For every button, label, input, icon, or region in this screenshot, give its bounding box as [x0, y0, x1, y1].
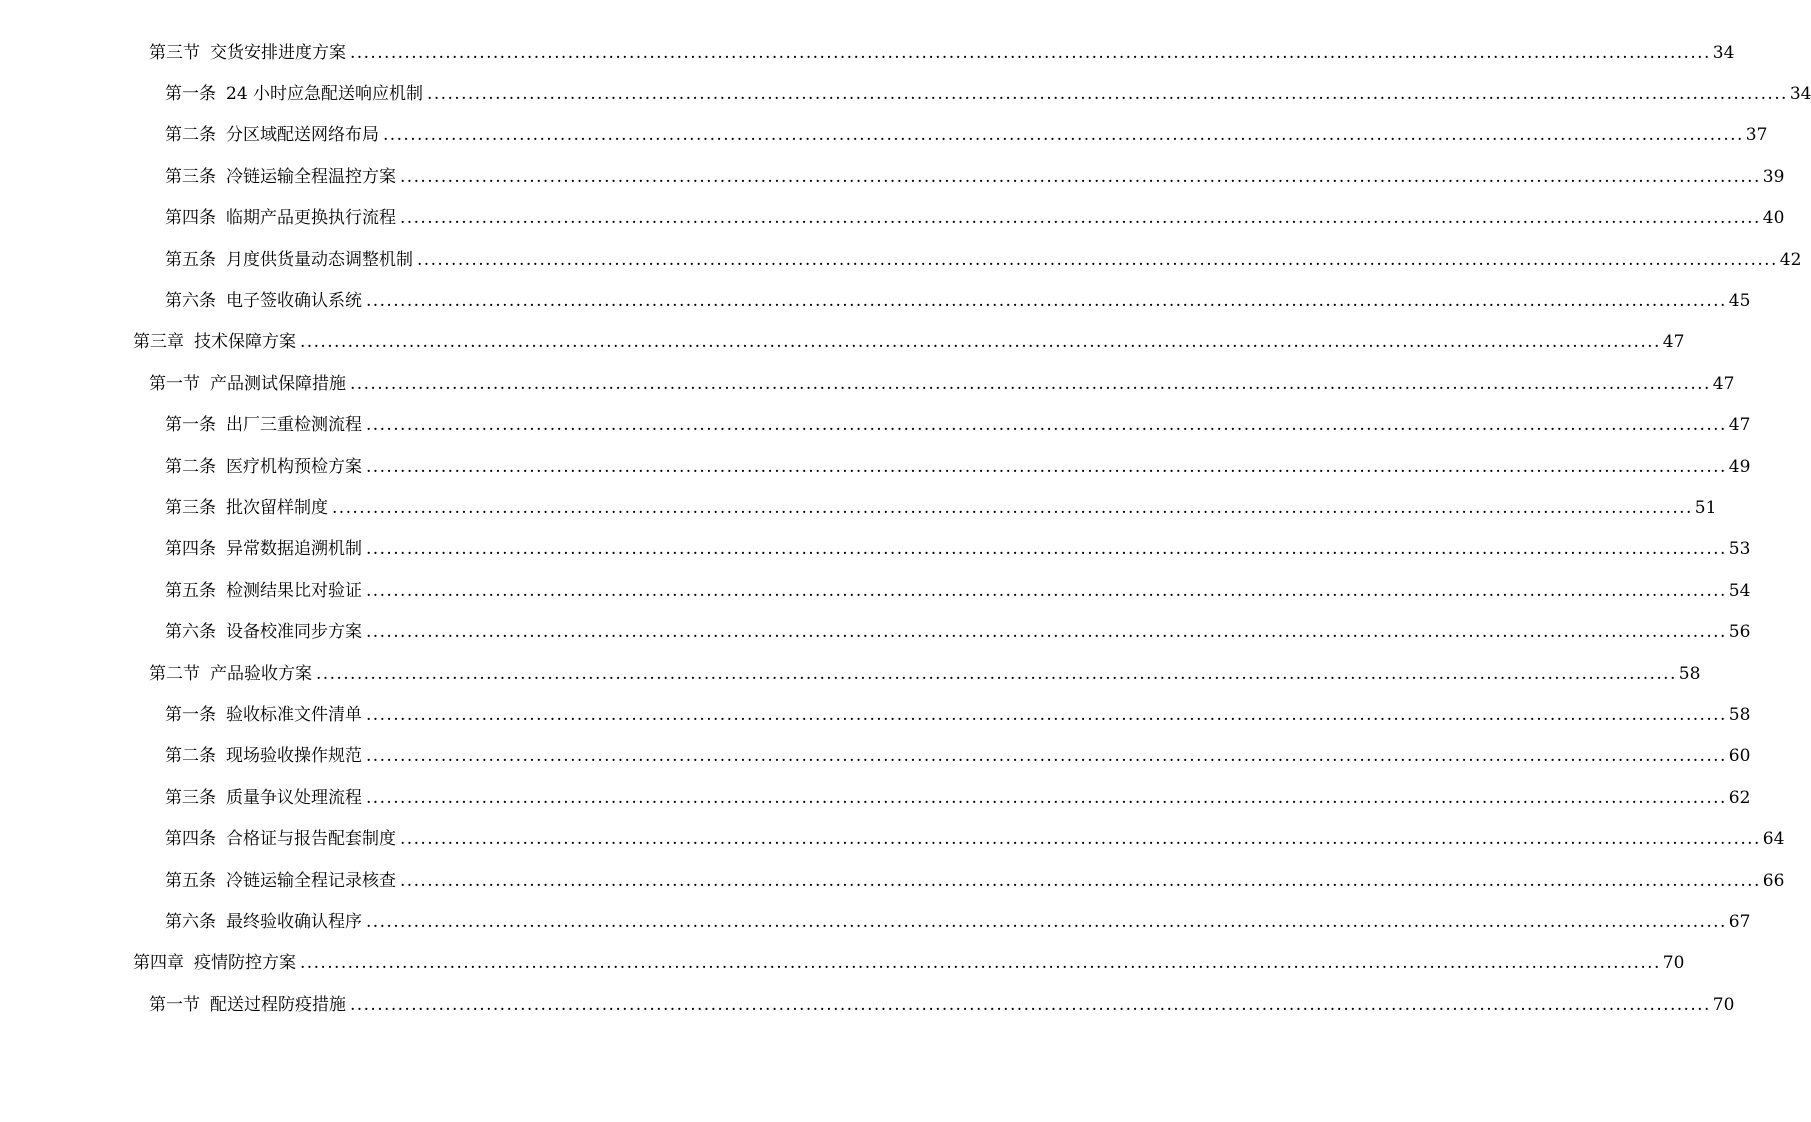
toc-entry-page-number: 70 [1712, 994, 1735, 1015]
toc-entry-heading [165, 911, 362, 933]
toc-entry-heading [165, 124, 379, 146]
toc-entry-heading [149, 994, 346, 1016]
toc-entry-heading [165, 207, 396, 229]
toc-entry[interactable] [0, 363, 1735, 404]
toc-entry-title: 设备校准同步方案 [226, 622, 362, 643]
toc-entry-title: 现场验收操作规范 [226, 746, 362, 767]
toc-entry[interactable] [0, 570, 1751, 611]
toc-entry-number: 第五条 [165, 249, 216, 270]
toc-entry-page-number: 49 [1728, 456, 1751, 477]
toc-entry-heading [149, 42, 346, 64]
toc-dot-leader: ........................................................................................................................................................................................................ [400, 870, 1761, 891]
toc-entry-page-number: 66 [1762, 870, 1785, 891]
toc-entry-number: 第六条 [165, 622, 216, 643]
toc-entry-page-number: 70 [1662, 953, 1685, 974]
toc-entry-heading [165, 580, 362, 602]
toc-dot-leader: ........................................................................................................................................................................................................ [417, 249, 1778, 270]
toc-entry-title: 冷链运输全程温控方案 [226, 166, 396, 187]
toc-dot-leader: ........................................................................................................................................................................................................ [383, 125, 1744, 146]
toc-entry-number: 第一节 [149, 994, 200, 1015]
toc-entry-title: 疫情防控方案 [194, 953, 296, 974]
toc-entry-title: 出厂三重检测流程 [226, 415, 362, 436]
toc-entry[interactable] [0, 405, 1751, 446]
toc-entry-number: 第三条 [165, 166, 216, 187]
toc-entry-number: 第三节 [149, 42, 200, 63]
toc-entry-heading [165, 166, 396, 188]
toc-entry-title: 月度供货量动态调整机制 [226, 249, 413, 270]
toc-dot-leader: ........................................................................................................................................................................................................ [366, 456, 1727, 477]
toc-dot-leader: ........................................................................................................................................................................................................ [350, 994, 1711, 1015]
toc-entry-page-number: 47 [1662, 332, 1685, 353]
toc-entry-number: 第三条 [165, 497, 216, 518]
toc-entry-number: 第三章 [133, 332, 184, 353]
toc-entry-number: 第二节 [149, 663, 200, 684]
toc-entry[interactable] [0, 943, 1685, 984]
toc-entry-number: 第一条 [165, 704, 216, 725]
toc-entry-page-number: 51 [1694, 497, 1717, 518]
toc-dot-leader: ........................................................................................................................................................................................................ [366, 580, 1727, 601]
toc-entry-title: 医疗机构预检方案 [226, 456, 362, 477]
toc-entry-number: 第五条 [165, 870, 216, 891]
toc-entry-page-number: 47 [1712, 373, 1735, 394]
toc-dot-leader: ........................................................................................................................................................................................................ [316, 663, 1677, 684]
toc-entry-number: 第四条 [165, 539, 216, 560]
toc-entry-number: 第二条 [165, 746, 216, 767]
toc-entry[interactable] [0, 901, 1751, 942]
toc-entry-title: 配送过程防疫措施 [210, 994, 346, 1015]
toc-dot-leader: ........................................................................................................................................................................................................ [366, 704, 1727, 725]
toc-entry-title: 电子签收确认系统 [226, 291, 362, 312]
toc-entry[interactable] [0, 694, 1751, 735]
toc-entry-page-number: 56 [1728, 622, 1751, 643]
toc-entry[interactable] [0, 446, 1751, 487]
toc-entry[interactable] [0, 32, 1735, 73]
toc-entry-heading [165, 621, 362, 643]
toc-dot-leader: ........................................................................................................................................................................................................ [300, 953, 1661, 974]
toc-dot-leader: ........................................................................................................................................................................................................ [366, 787, 1727, 808]
toc-entry[interactable] [0, 280, 1751, 321]
toc-entry[interactable] [0, 653, 1701, 694]
toc-dot-leader: ........................................................................................................................................................................................................ [366, 415, 1727, 436]
toc-entry-number: 第三条 [165, 787, 216, 808]
toc-entry-title: 分区域配送网络布局 [226, 125, 379, 146]
toc-entry-number: 第二条 [165, 456, 216, 477]
toc-entry-title: 24 小时应急配送响应机制 [226, 84, 424, 105]
toc-entry-heading [165, 870, 396, 892]
toc-entry-number: 第一节 [149, 373, 200, 394]
toc-entry-heading [149, 663, 312, 685]
toc-entry-title: 技术保障方案 [194, 332, 296, 353]
toc-entry-heading [165, 456, 362, 478]
toc-entry-heading [165, 83, 423, 105]
toc-entry-heading [133, 331, 296, 353]
toc-entry[interactable] [0, 239, 1802, 280]
toc-entry-title: 检测结果比对验证 [226, 580, 362, 601]
toc-entry-page-number: 58 [1678, 663, 1701, 684]
toc-entry-page-number: 47 [1728, 415, 1751, 436]
toc-entry-title: 临期产品更换执行流程 [226, 208, 396, 229]
toc-entry-heading [165, 538, 362, 560]
toc-entry-number: 第六条 [165, 911, 216, 932]
toc-entry-title: 合格证与报告配套制度 [226, 829, 396, 850]
toc-entry-title: 产品测试保障措施 [210, 373, 346, 394]
toc-entry[interactable] [0, 860, 1785, 901]
toc-entry[interactable] [0, 115, 1768, 156]
toc-entry-page-number: 62 [1728, 787, 1751, 808]
toc-entry[interactable] [0, 736, 1751, 777]
toc-entry[interactable] [0, 611, 1751, 652]
toc-entry-number: 第一条 [165, 84, 216, 105]
toc-entry[interactable] [0, 529, 1751, 570]
toc-entry-title: 质量争议处理流程 [226, 787, 362, 808]
toc-dot-leader: ........................................................................................................................................................................................................ [427, 84, 1788, 105]
toc-entry-number: 第一条 [165, 415, 216, 436]
toc-dot-leader: ........................................................................................................................................................................................................ [366, 291, 1727, 312]
toc-entry-number: 第四条 [165, 829, 216, 850]
toc-dot-leader: ........................................................................................................................................................................................................ [332, 497, 1693, 518]
toc-dot-leader: ........................................................................................................................................................................................................ [300, 332, 1661, 353]
toc-dot-leader: ........................................................................................................................................................................................................ [366, 539, 1727, 560]
toc-dot-leader: ........................................................................................................................................................................................................ [366, 622, 1727, 643]
toc-entry-title: 异常数据追溯机制 [226, 539, 362, 560]
toc-entry-page-number: 60 [1728, 746, 1751, 767]
toc-entry[interactable] [0, 322, 1685, 363]
toc-entry-heading [165, 828, 396, 850]
toc-entry-heading [165, 745, 362, 767]
toc-entry-page-number: 34 [1712, 42, 1735, 63]
toc-entry-heading [133, 952, 296, 974]
toc-entry-title: 批次留样制度 [226, 497, 328, 518]
toc-dot-leader: ........................................................................................................................................................................................................ [366, 746, 1727, 767]
toc-entry-page-number: 34 [1789, 84, 1811, 105]
toc-entry-title: 产品验收方案 [210, 663, 312, 684]
toc-dot-leader: ........................................................................................................................................................................................................ [350, 42, 1711, 63]
toc-entry-number: 第五条 [165, 580, 216, 601]
toc-entry-heading [165, 249, 413, 271]
toc-entry-heading [165, 787, 362, 809]
toc-entry-heading [165, 290, 362, 312]
toc-entry-title: 交货安排进度方案 [210, 42, 346, 63]
toc-entry-page-number: 58 [1728, 704, 1751, 725]
toc-entry-number: 第四条 [165, 208, 216, 229]
toc-entry-heading [149, 373, 346, 395]
toc-entry[interactable] [0, 73, 1811, 114]
table-of-contents [0, 32, 1811, 1025]
toc-entry-heading [165, 497, 328, 519]
toc-entry[interactable] [0, 984, 1735, 1025]
toc-entry-page-number: 42 [1779, 249, 1802, 270]
toc-entry-page-number: 54 [1728, 580, 1751, 601]
toc-dot-leader: ........................................................................................................................................................................................................ [400, 166, 1761, 187]
toc-entry-page-number: 40 [1762, 208, 1785, 229]
toc-entry-title: 验收标准文件清单 [226, 704, 362, 725]
toc-entry-page-number: 39 [1762, 166, 1785, 187]
toc-entry-heading [165, 704, 362, 726]
toc-entry-page-number: 53 [1728, 539, 1751, 560]
toc-entry-title: 最终验收确认程序 [226, 911, 362, 932]
toc-entry[interactable] [0, 198, 1785, 239]
toc-dot-leader: ........................................................................................................................................................................................................ [400, 208, 1761, 229]
toc-entry-number: 第四章 [133, 953, 184, 974]
toc-entry-heading [165, 414, 362, 436]
toc-entry-page-number: 37 [1745, 125, 1768, 146]
toc-entry[interactable] [0, 818, 1785, 859]
toc-dot-leader: ........................................................................................................................................................................................................ [366, 911, 1727, 932]
toc-entry-number: 第二条 [165, 125, 216, 146]
toc-entry[interactable] [0, 487, 1717, 528]
toc-entry-page-number: 67 [1728, 911, 1751, 932]
toc-entry[interactable] [0, 156, 1785, 197]
toc-entry-page-number: 64 [1762, 829, 1785, 850]
toc-entry-page-number: 45 [1728, 291, 1751, 312]
toc-entry[interactable] [0, 777, 1751, 818]
toc-dot-leader: ........................................................................................................................................................................................................ [350, 373, 1711, 394]
toc-entry-number: 第六条 [165, 291, 216, 312]
toc-entry-title: 冷链运输全程记录核查 [226, 870, 396, 891]
toc-dot-leader: ........................................................................................................................................................................................................ [400, 829, 1761, 850]
